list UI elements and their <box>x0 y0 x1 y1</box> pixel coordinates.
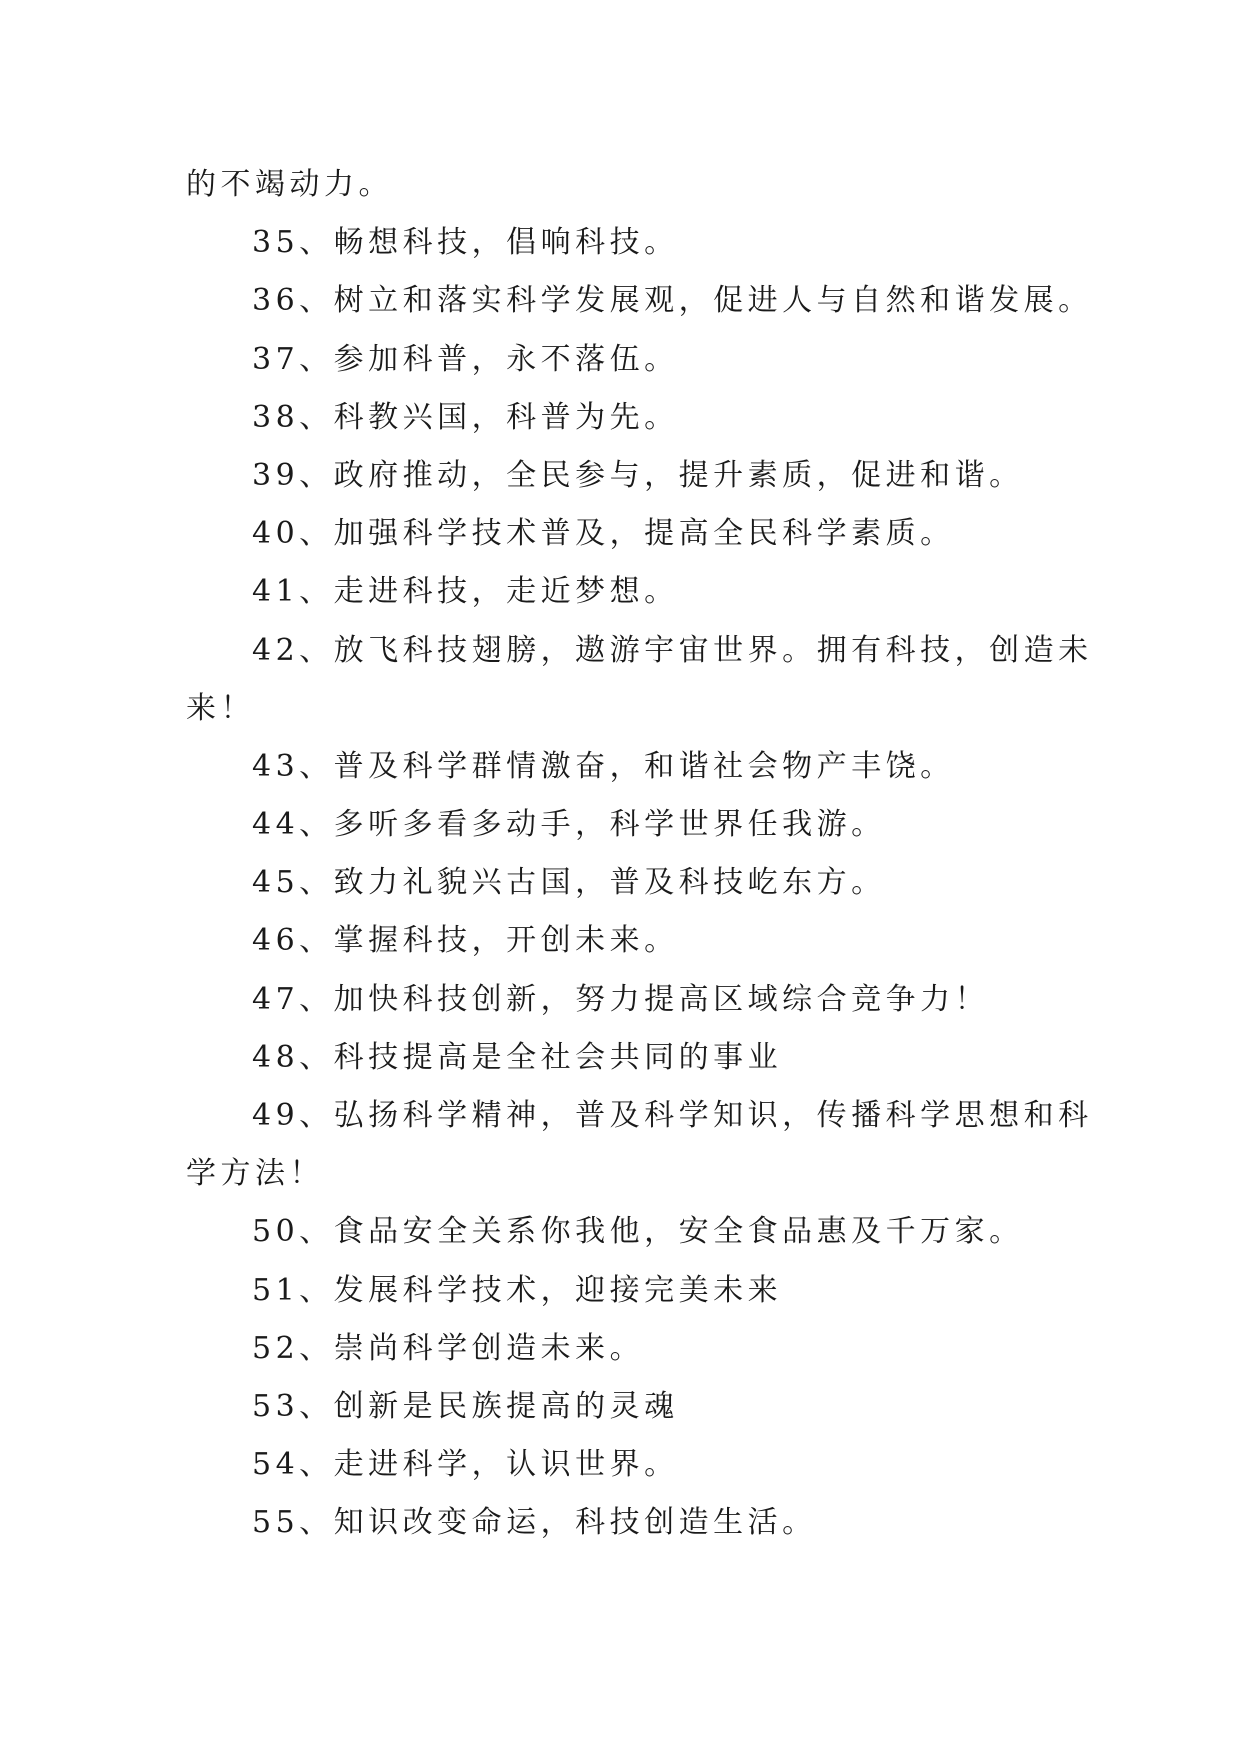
slogan-50: 50、食品安全关系你我他，安全食品惠及千万家。 <box>252 1214 1024 1250</box>
slogan-41: 41、走进科技，走近梦想。 <box>252 574 679 610</box>
slogan-38: 38、科教兴国，科普为先。 <box>252 399 679 435</box>
slogan-40: 40、加强科学技术普及，提高全民科学素质。 <box>252 516 955 552</box>
slogan-43: 43、普及科学群情激奋，和谐社会物产丰饶。 <box>252 748 955 784</box>
slogan-54: 54、走进科学，认识世界。 <box>252 1447 679 1483</box>
slogan-36: 36、树立和落实科学发展观，促进人与自然和谐发展。 <box>252 283 1093 319</box>
slogan-37: 37、参加科普，永不落伍。 <box>252 341 679 377</box>
slogan-48: 48、科技提高是全社会共同的事业 <box>252 1039 783 1075</box>
slogan-53: 53、创新是民族提高的灵魂 <box>252 1388 679 1424</box>
slogan-44: 44、多听多看多动手，科学世界任我游。 <box>252 807 886 843</box>
slogan-35: 35、畅想科技，倡响科技。 <box>252 225 679 261</box>
slogan-45: 45、致力礼貌兴古国，普及科技屹东方。 <box>252 865 886 901</box>
slogan-49-continued: 学方法！ <box>186 1156 324 1192</box>
slogan-42: 42、放飞科技翅膀，遨游宇宙世界。拥有科技，创造未 <box>252 632 1093 668</box>
slogan-42-continued: 来！ <box>186 690 255 726</box>
slogan-49: 49、弘扬科学精神，普及科学知识，传播科学思想和科 <box>252 1098 1093 1133</box>
slogan-39: 39、政府推动，全民参与，提升素质，促进和谐。 <box>252 457 1024 493</box>
text-line: 的不竭动力。 <box>186 167 393 202</box>
slogan-46: 46、掌握科技，开创未来。 <box>252 923 679 959</box>
slogan-55: 55、知识改变命运，科技创造生活。 <box>252 1505 817 1541</box>
slogan-51: 51、发展科学技术，迎接完美未来 <box>252 1272 783 1308</box>
slogan-52: 52、崇尚科学创造未来。 <box>252 1330 645 1366</box>
slogan-47: 47、加快科技创新，努力提高区域综合竞争力！ <box>252 981 990 1017</box>
slogan-list <box>186 156 1093 1553</box>
